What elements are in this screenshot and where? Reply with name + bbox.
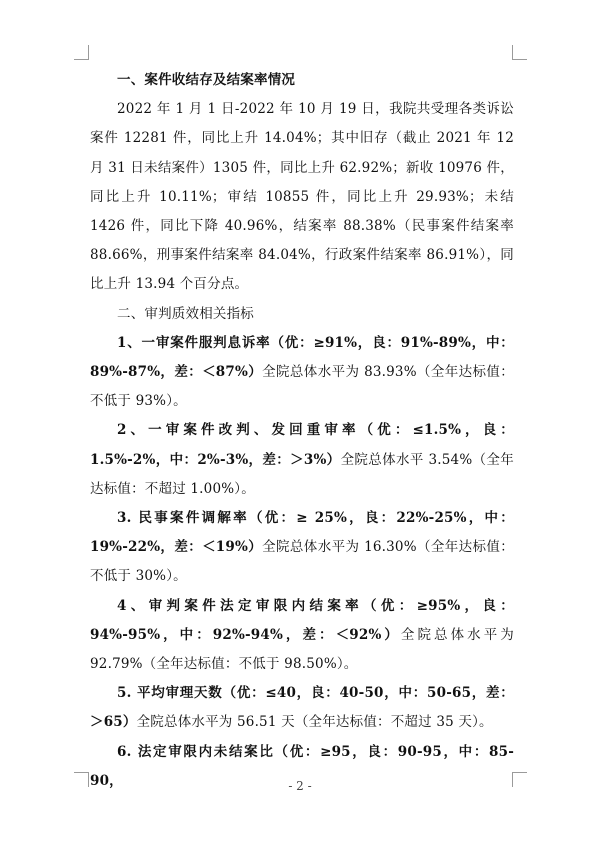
section-2-heading: 二、审判质效相关指标 xyxy=(117,305,254,322)
indicator-2-criteria: 2、一审案件改判、发回重审率（优：≤1.5%，良：1.5%-2%，中：2%-3%，差：＞3%） xyxy=(90,422,514,468)
indicator-4-result: 全院总体水平为 92.79%（全年达标值：不低于 98.50%）。 xyxy=(90,626,515,673)
indicator-5 xyxy=(90,679,514,737)
indicator-4-criteria: 4、审判案件法定审限内结案率（优：≥95%，良：94%-95%，中：92%-94%，差：＜92%） xyxy=(90,597,514,643)
page-number: - 2 - xyxy=(288,779,312,793)
document-body xyxy=(90,66,514,796)
indicator-2 xyxy=(90,416,514,504)
section-1-paragraph: 2022 年 1 月 1 日-2022 年 10 月 19 日，我院共受理各类诉讼案件 12281 件，同比上升 14.04%；其中旧存（截止 2021 年 12 月 31 日未结案件）1305 件，同比上升 62.92%；新收 10976 件，同比上升 10.11%；审结 10855 件，同比上升 29.93%；未结 1426 件，同比下降 40.96%，结案率 88.38%（民事案件结案率 88.66%，刑事案件结案率 84.04%，行政案件结案率 86.91%），同比上升 13.94 个百分点。 xyxy=(90,101,514,293)
indicator-1-result: 全院总体水平为 83.93%（全年达标值：不低于 93%）。 xyxy=(90,364,515,410)
indicator-5-result: 全院总体水平为 56.51 天（全年达标值：不超过 35 天）。 xyxy=(136,714,493,731)
indicator-1-criteria: 1、一审案件服判息诉率（优：≥91%，良：91%-89%，中：89%-87%，差：＜87%） xyxy=(90,334,514,381)
indicator-6-criteria: 6. 法定审限内未结案比（优：≥95，良：90-95，中：85-90， xyxy=(90,743,514,789)
indicator-3 xyxy=(90,504,514,592)
crop-mark-top-left xyxy=(74,45,89,60)
indicator-3-criteria: 3. 民事案件调解率（优：≥ 25%，良：22%-25%，中：19%-22%，差：＜19%） xyxy=(90,510,514,556)
crop-mark-top-right xyxy=(512,45,527,60)
indicator-5-criteria: 5. 平均审理天数（优：≤40，良：40-50，中：50-65，差：＞65） xyxy=(90,685,514,731)
section-1-heading: 一、案件收结存及结案率情况 xyxy=(117,72,296,88)
indicator-4 xyxy=(90,592,514,680)
indicator-3-result: 全院总体水平为 16.30%（全年达标值：不低于 30%）。 xyxy=(90,539,515,585)
indicator-1 xyxy=(90,329,514,417)
indicator-2-result: 全院总体水平 3.54%（全年达标值：不超过 1.00%）。 xyxy=(90,451,514,497)
